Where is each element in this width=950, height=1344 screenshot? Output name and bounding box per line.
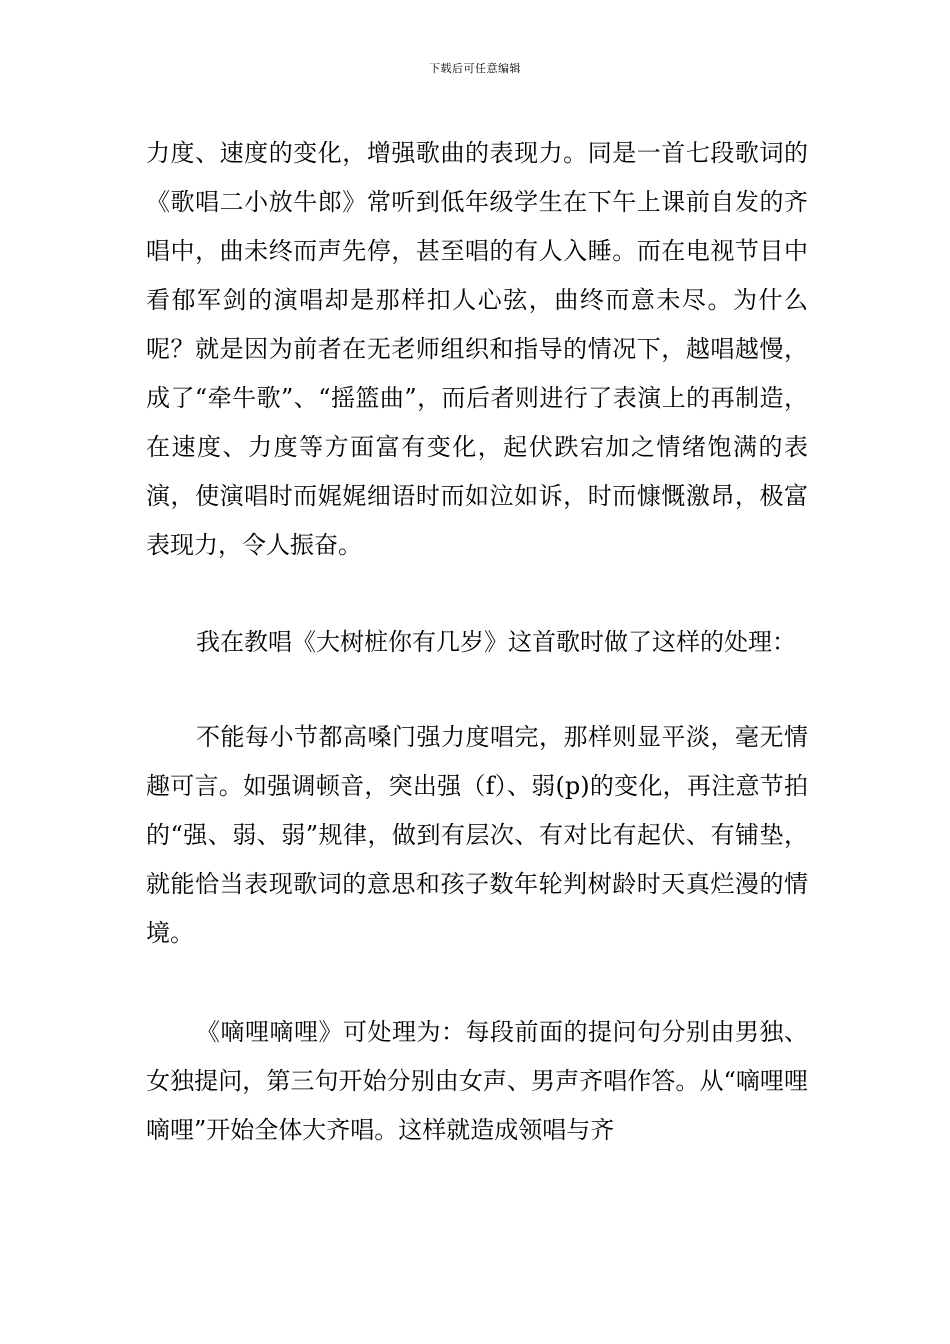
paragraph-tempo-dynamics: 力度、速度的变化，增强歌曲的表现力。同是一首七段歌词的《歌唱二小放牛郎》常听到低年级学生在下午上课前自发的齐唱中，曲未终而声先停，甚至唱的有人入睡。而在电视节目中看郁军剑的演唱却是那样扣人心弦，曲终而意未尽。为什么呢？就是因为前者在无老师组织和指导的情况下，越唱越慢，成了“牵牛歌”、“摇篮曲”，而后者则进行了表演上的再制造，在速度、力度等方面富有变化，起伏跌宕加之情绪饱满的表演，使演唱时而娓娓细语时而如泣如诉，时而慷慨激昂，极富表现力，令人振奋。: [146, 139, 808, 559]
document-body: [146, 129, 808, 1155]
paragraph-tree-stump-intro: 我在教唱《大树桩你有几岁》这首歌时做了这样的处理：: [196, 628, 796, 656]
paragraph-tree-stump-treatment: 不能每小节都高嗓门强力度唱完，那样则显平淡，毫无情趣可言。如强调顿音，突出强（f）、弱(p)的变化，再注意节拍的“强、弱、弱”规律，做到有层次、有对比有起伏、有铺垫，就能恰当表现歌词的意思和孩子数年轮判树龄时天真烂漫的情境。: [146, 723, 808, 947]
page-header: 下载后可任意编辑: [429, 62, 521, 75]
paragraph-dili-dili: 《嘀哩嘀哩》可处理为：每段前面的提问句分别由男独、女独提问，第三句开始分别由女声、男声齐唱作答。从“嘀哩哩嘀哩”开始全体大齐唱。这样就造成领唱与齐: [146, 1018, 808, 1144]
